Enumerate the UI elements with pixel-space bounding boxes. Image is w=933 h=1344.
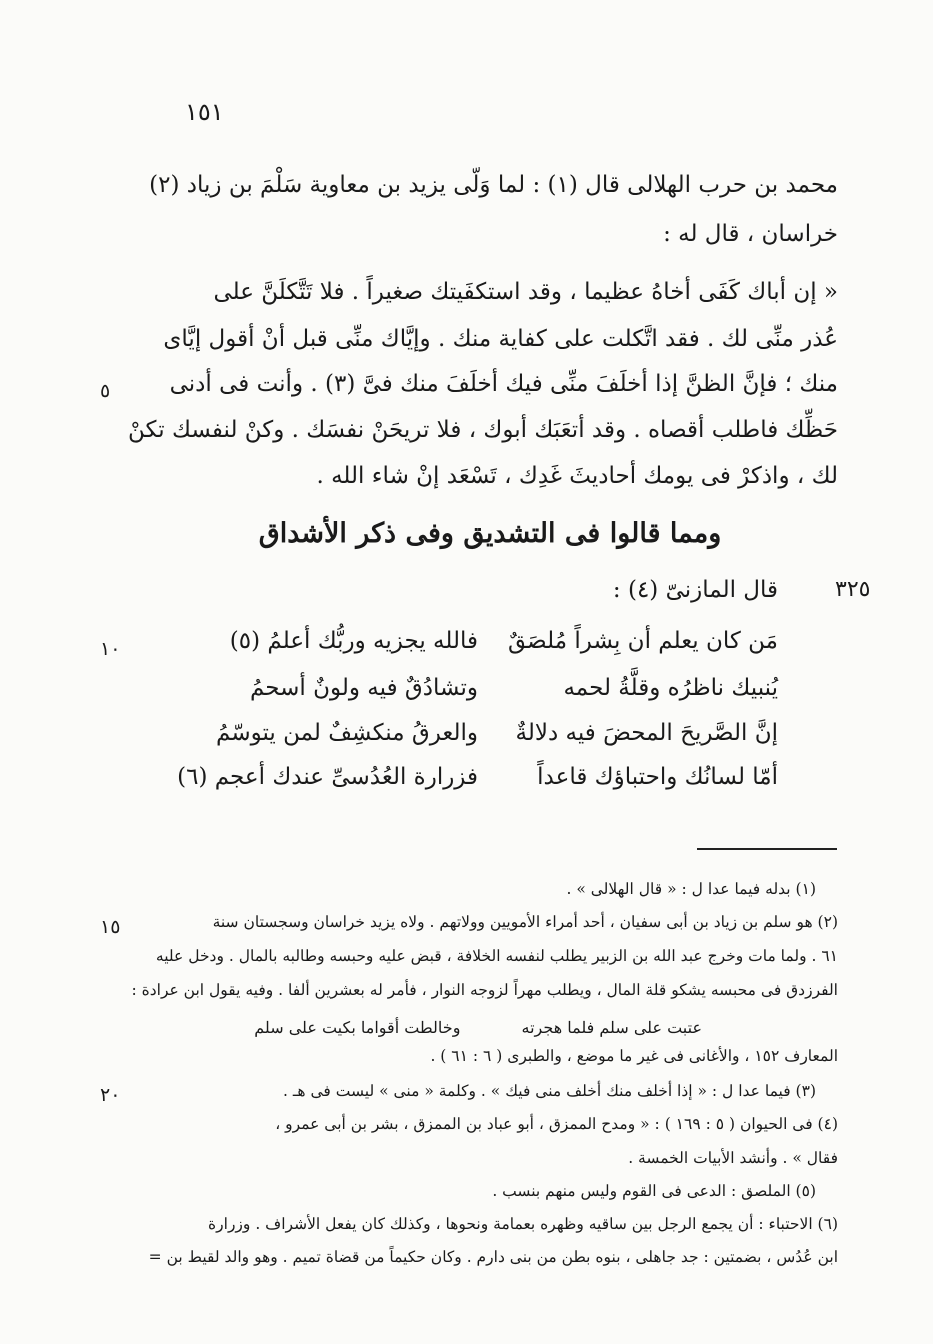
quote-line-3: منك ؛ فإنَّ الظنَّ إذا أخلَفَ منِّى فيك أخلَفَ منك فىَّ (٣) . وأنت فى أدنى [169, 371, 838, 397]
quote-line-4: حَظِّك فاطلب أقصاه . وقد أتعَبَك أبوك ، فلا تريحَنْ نفسَك . وكنْ لنفسك تكنْ [128, 417, 838, 443]
footnote-1: (١) بدله فيما عدا ل : « قال الهلالى » . [566, 880, 816, 898]
footnote-divider [697, 848, 837, 850]
footnote-4-line-1: (٤) فى الحيوان ( ٥ : ١٦٩ ) : « ومدح الممزق ، أبو عباد بن الممزق ، بشر بن أبى عمرو ، [275, 1115, 838, 1133]
footnote-6-line-2: ابن عُدُس ، بضمتين : جد جاهلى ، بنوه بطن من بنى دارم . وكان حكيماً من قضاة تميم . وهو والد لقيط بن = [148, 1248, 838, 1266]
section-number: ٣٢٥ [835, 577, 871, 602]
margin-line-number-15: ١٥ [100, 916, 121, 938]
footnote-6-line-1: (٦) الاحتباء : أن يجمع الرجل بين ساقيه وظهره بعمامة ونحوها ، وكذلك كان يفعل الأشراف . وزرارة [208, 1215, 838, 1233]
footnote-5: (٥) الملصق : الدعى فى القوم وليس منهم بنسب . [492, 1182, 816, 1200]
quote-line-5: لك ، واذكرْ فى يومك أحاديثَ غَدِك ، تَسْعَد إنْ شاء الله . [316, 463, 838, 489]
intro-line-2: خراسان ، قال له : [663, 221, 838, 247]
footnote-2-line-3: الفرزدق فى محبسه يشكو قلة المال ، ويطلب مهراً لزوجه النوار ، فأمر له بعشرين ألفا . وفيه يقول ابن عرادة : [131, 981, 838, 999]
verse-3-first-hemistich: إنَّ الصَّريحَ المحضَ فيه دلالةٌ [515, 720, 778, 746]
margin-line-number-20: ٢٠ [100, 1084, 121, 1106]
verse-1-second-hemistich: فالله يجزيه وربُّك أعلمُ (٥) [229, 628, 478, 654]
footnote-2-line-4: المعارف ١٥٢ ، والأغانى فى غير ما موضع ، والطبرى ( ٦ : ٦١ ) . [430, 1047, 838, 1065]
quote-line-1: « إن أباك كَفَى أخاهُ عظيما ، وقد استكفَيتك صغيراً . فلا تَتَّكلَنَّ على [213, 279, 838, 305]
section-title: ومما قالوا فى التشديق وفى ذكر الأشداق [258, 518, 722, 549]
intro-line-1: محمد بن حرب الهلالى قال (١) : لما وَلّى يزيد بن معاوية سَلْمَ بن زياد (٢) [149, 172, 838, 198]
footnote-verse [254, 1018, 730, 1037]
quote-line-2: عُذر منِّى لك . فقد اتَّكلت على كفاية منك . وإيَّاك منِّى قبل أنْ أقول إيَّاى [163, 326, 838, 352]
margin-line-number-5: ٥ [100, 380, 111, 402]
poet-line: قال المازنىّ (٤) : [612, 577, 778, 603]
verse-4-second-hemistich: فزرارة العُدُسىِّ عندك أعجم (٦) [177, 764, 478, 790]
footnote-verse-first-hemistich: عتبت على سلم فلما هجرته [521, 1018, 702, 1037]
verse-4-first-hemistich: أمّا لسانُك واحتباؤك قاعداً [537, 764, 778, 790]
footnote-verse-second-hemistich: وخالطت أقواما بكيت على سلم [254, 1018, 461, 1037]
page-number: ١٥١ [185, 98, 224, 126]
verse-2-second-hemistich: وتشادُقٌ فيه ولونٌ أسحمُ [249, 675, 478, 701]
footnote-4-line-2: فقال » . وأنشد الأبيات الخمسة . [628, 1149, 838, 1167]
footnote-2-line-1: (٢) هو سلم بن زياد بن أبى سفيان ، أحد أمراء الأمويين وولاتهم . ولاه يزيد خراسان وسجستان سنة [212, 913, 838, 931]
margin-line-number-10: ١٠ [100, 638, 121, 660]
verse-1-first-hemistich: مَن كان يعلم أن بِشراً مُلصَقٌ [508, 628, 778, 654]
footnote-2-line-2: ٦١ . ولما مات وخرج عبد الله بن الزبير يطلب لنفسه الخلافة ، قبض عليه وحبسه وطالبه بالمال . ودخل عليه [155, 947, 838, 965]
verse-2-first-hemistich: يُنبيك ناظرُه وقلَّةُ لحمه [563, 675, 778, 701]
verse-3-second-hemistich: والعرقُ منكشِفٌ لمن يتوسّمُ [216, 720, 478, 746]
footnote-3: (٣) فيما عدا ل : « إذا أخلف منك أخلف منى فيك » . وكلمة « منى » ليست فى هـ . [282, 1082, 816, 1100]
